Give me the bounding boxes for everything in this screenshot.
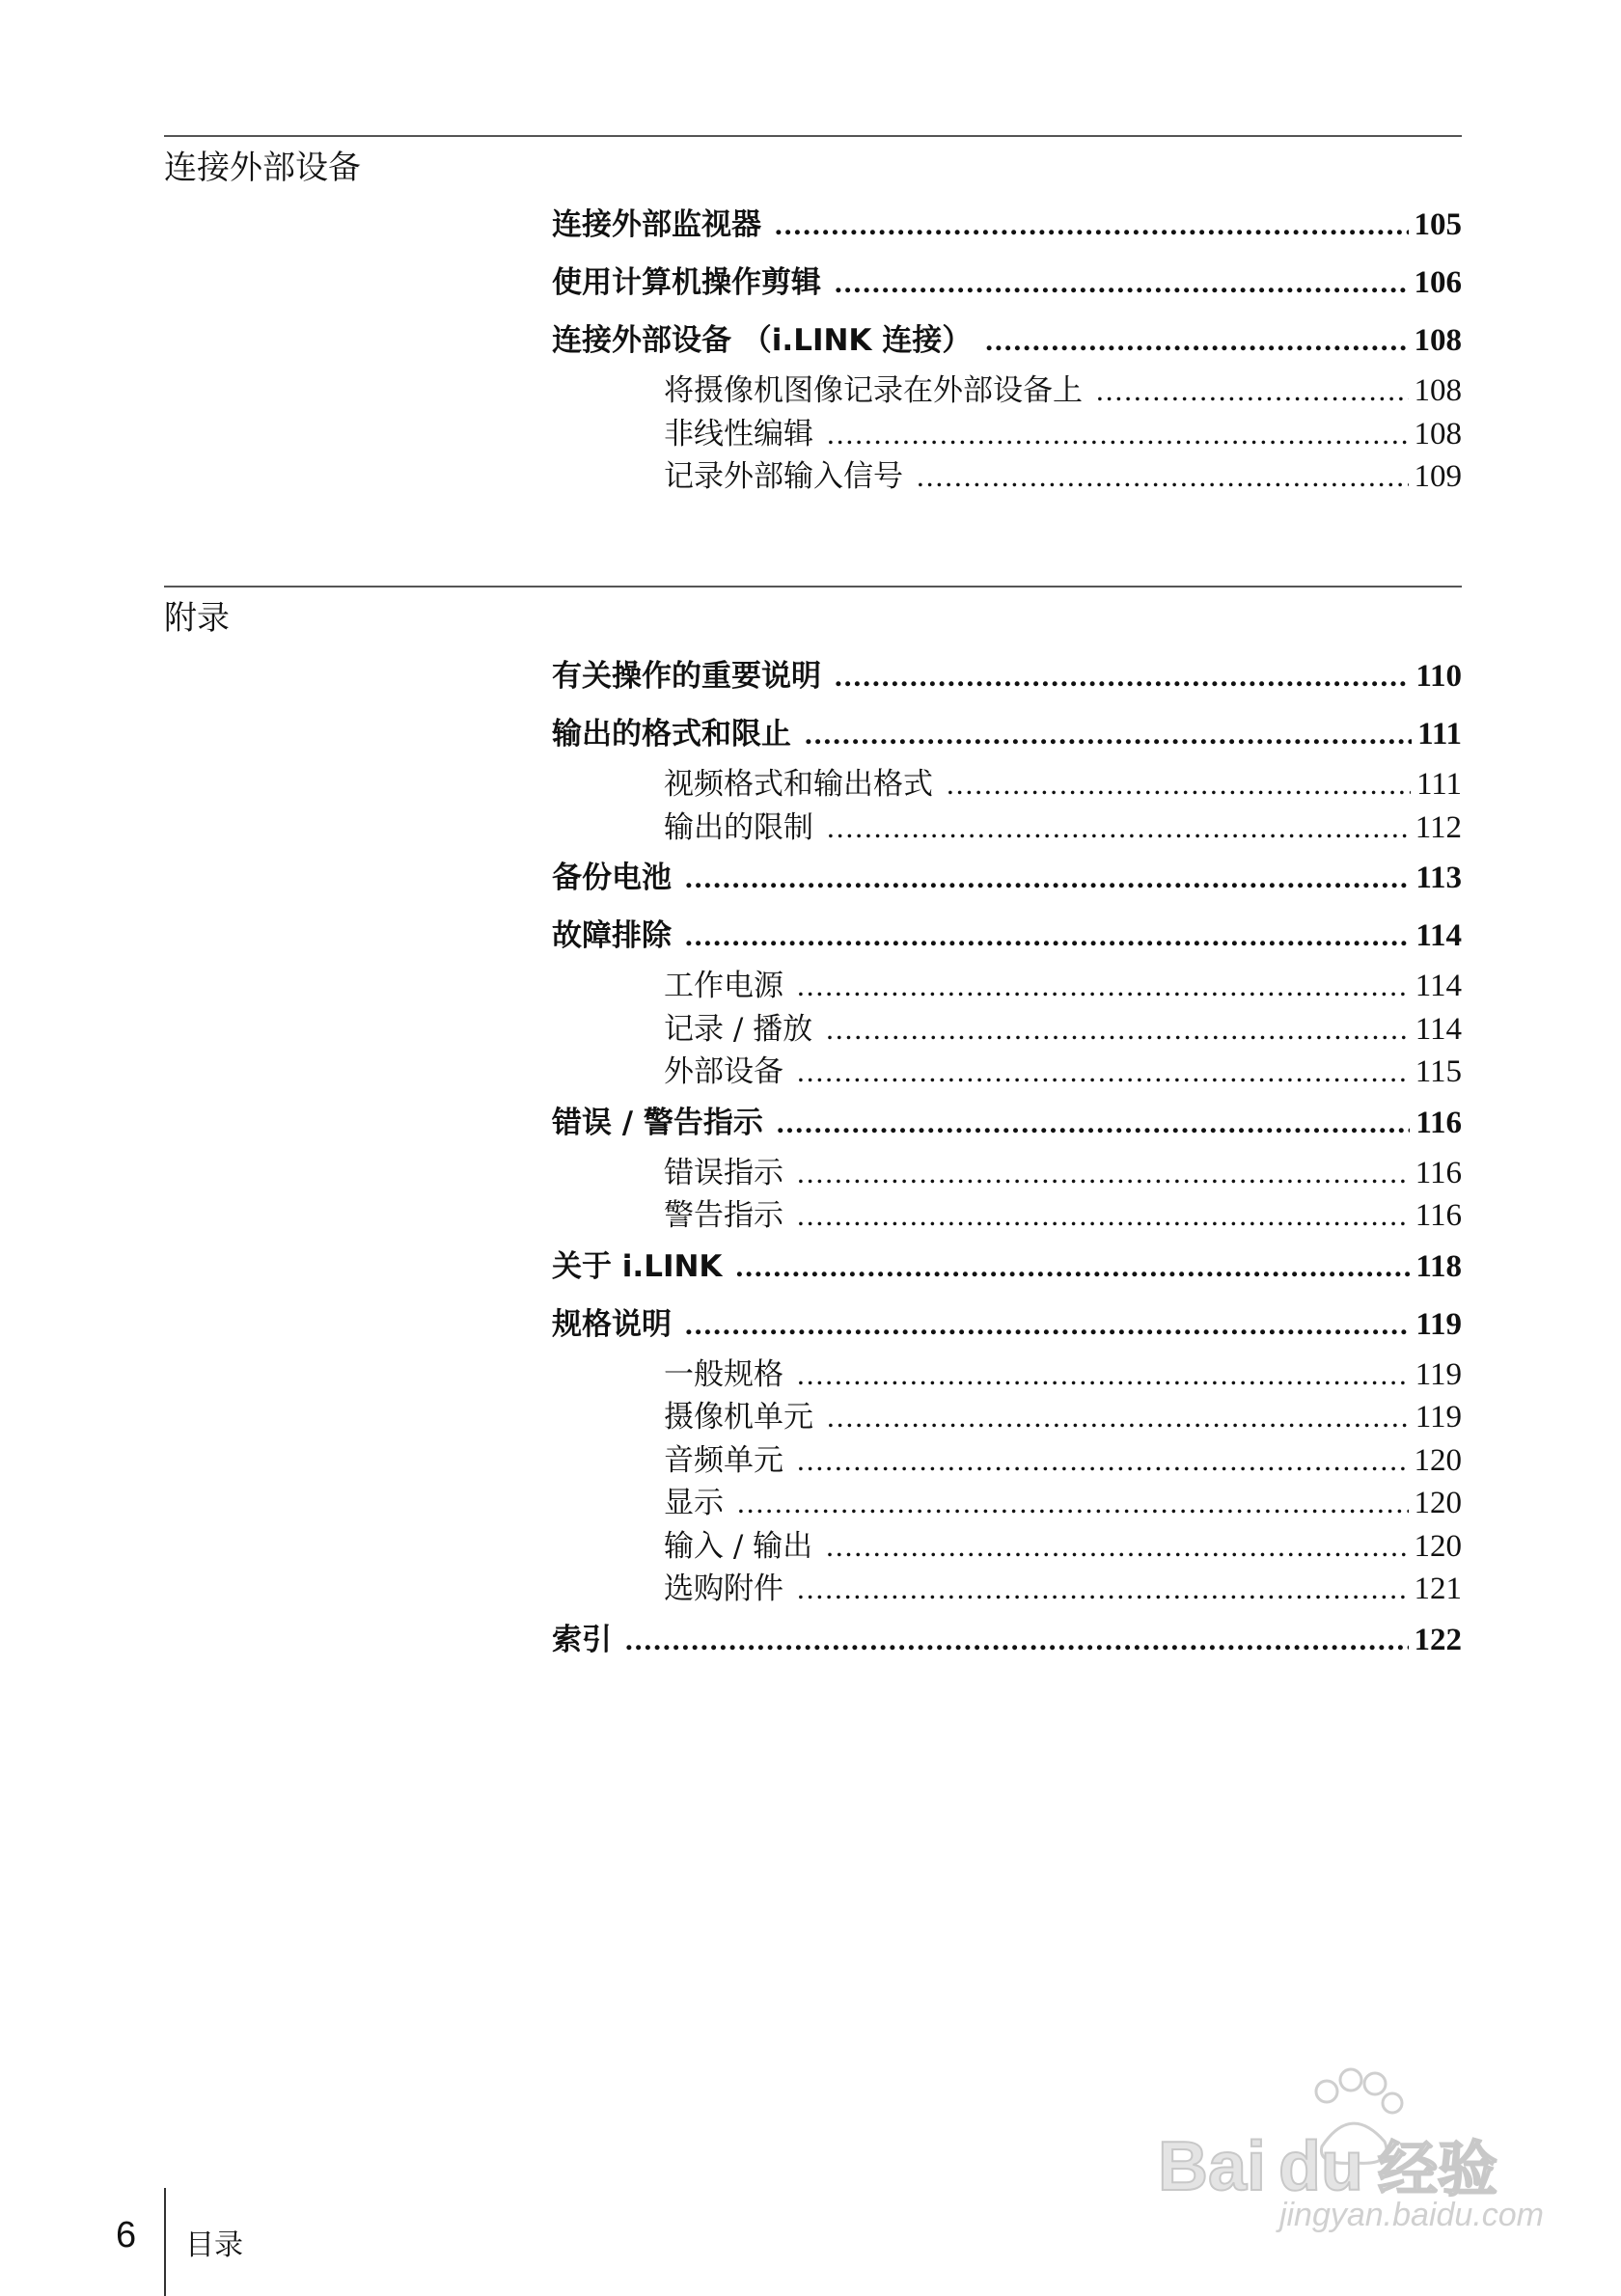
dot-leader <box>775 196 1409 254</box>
dot-leader <box>797 1439 1409 1483</box>
entry-title: 使用计算机操作剪辑 <box>552 265 821 300</box>
entry-title: 连接外部监视器 <box>552 207 761 242</box>
dot-leader <box>827 1396 1410 1439</box>
entry-page-number: 109 <box>1414 459 1462 494</box>
dot-leader <box>685 849 1410 907</box>
section-title: 连接外部设备 <box>164 149 361 187</box>
section-divider <box>164 135 1462 137</box>
entry-page-number: 110 <box>1415 659 1462 694</box>
toc-subentry[interactable] <box>552 1396 1462 1439</box>
entry-title: 错误 / 警告指示 <box>552 1105 763 1140</box>
dot-leader <box>805 705 1412 763</box>
entry-title: 记录 / 播放 <box>664 1011 813 1047</box>
toc-subentry[interactable] <box>552 763 1462 806</box>
section-divider <box>164 586 1462 588</box>
entry-page-number: 120 <box>1414 1528 1462 1564</box>
entry-title: 记录外部输入信号 <box>664 459 903 494</box>
toc-entries <box>552 196 1462 499</box>
toc-entry[interactable] <box>552 647 1462 705</box>
toc-entries <box>552 647 1462 1669</box>
toc-entry[interactable] <box>552 849 1462 907</box>
entry-page-number: 111 <box>1415 767 1462 802</box>
entry-title: 连接外部设备 （i.LINK 连接） <box>552 323 973 358</box>
toc-subentry[interactable] <box>552 1194 1462 1238</box>
entry-page-number: 108 <box>1414 373 1462 408</box>
entry-title: 一般规格 <box>664 1356 783 1392</box>
watermark-url: jingyan.baidu.com <box>1278 2197 1544 2233</box>
entry-title: 警告指示 <box>664 1198 783 1233</box>
dot-leader <box>835 254 1409 312</box>
dot-leader <box>735 1238 1410 1296</box>
dot-leader <box>797 1353 1410 1397</box>
toc-entry[interactable] <box>552 254 1462 312</box>
svg-text:Bai: Bai <box>1158 2128 1267 2205</box>
toc-entry[interactable] <box>552 907 1462 965</box>
entry-page-number: 108 <box>1414 323 1462 358</box>
entry-title: 规格说明 <box>552 1306 672 1342</box>
toc-subentry[interactable] <box>552 413 1462 456</box>
toc-section <box>164 135 1462 193</box>
svg-text:经验: 经验 <box>1378 2134 1498 2204</box>
entry-title: 视频格式和输出格式 <box>664 767 933 802</box>
entry-page-number: 118 <box>1415 1248 1462 1284</box>
entry-title: 选购附件 <box>664 1572 783 1606</box>
toc-subentry[interactable] <box>552 1353 1462 1397</box>
dot-leader <box>685 907 1410 965</box>
toc-subentry[interactable] <box>552 1525 1462 1569</box>
dot-leader <box>985 312 1408 369</box>
entry-title: 非线性编辑 <box>664 416 813 451</box>
entry-page-number: 114 <box>1415 969 1462 1003</box>
toc-entry[interactable] <box>552 1611 1462 1669</box>
dot-leader <box>625 1611 1409 1669</box>
dot-leader <box>1096 369 1409 413</box>
entry-title: 输出的限制 <box>664 809 813 845</box>
dot-leader <box>797 1194 1410 1238</box>
entry-page-number: 106 <box>1414 265 1462 300</box>
entry-page-number: 119 <box>1415 1400 1462 1435</box>
dot-leader <box>685 1296 1410 1353</box>
entry-title: 输出的格式和限止 <box>552 717 791 752</box>
footer-divider <box>164 2188 166 2296</box>
dot-leader <box>917 455 1409 499</box>
entry-page-number: 122 <box>1414 1622 1462 1657</box>
entry-page-number: 114 <box>1415 1011 1462 1047</box>
entry-title: 索引 <box>552 1622 612 1657</box>
entry-page-number: 112 <box>1415 809 1462 845</box>
toc-subentry[interactable] <box>552 1482 1462 1525</box>
entry-page-number: 105 <box>1414 207 1462 242</box>
entry-page-number: 116 <box>1415 1105 1462 1140</box>
page-number: 6 <box>116 2215 137 2255</box>
toc-entry[interactable] <box>552 1094 1462 1152</box>
dot-leader <box>947 763 1411 806</box>
toc-subentry[interactable] <box>552 1568 1462 1611</box>
entry-page-number: 116 <box>1415 1155 1462 1190</box>
entry-title: 有关操作的重要说明 <box>552 659 821 694</box>
entry-page-number: 120 <box>1414 1486 1462 1520</box>
entry-title: 输入 / 输出 <box>664 1528 813 1564</box>
toc-subentry[interactable] <box>552 1008 1462 1052</box>
entry-title: 故障排除 <box>552 918 672 953</box>
entry-page-number: 119 <box>1415 1356 1462 1392</box>
dot-leader <box>835 647 1410 705</box>
dot-leader <box>826 1008 1410 1052</box>
entry-title: 工作电源 <box>664 969 783 1003</box>
dot-leader <box>737 1482 1409 1525</box>
dot-leader <box>827 413 1409 456</box>
entry-page-number: 119 <box>1415 1306 1462 1342</box>
toc-entry[interactable] <box>552 1296 1462 1353</box>
dot-leader <box>797 1152 1410 1195</box>
entry-title: 摄像机单元 <box>664 1400 813 1435</box>
section-title: 附录 <box>164 599 230 638</box>
toc-subentry[interactable] <box>552 1152 1462 1195</box>
entry-title: 将摄像机图像记录在外部设备上 <box>664 373 1083 408</box>
entry-title: 关于 i.LINK <box>552 1248 723 1284</box>
dot-leader <box>827 806 1410 850</box>
toc-subentry[interactable] <box>552 369 1462 413</box>
entry-page-number: 121 <box>1414 1572 1462 1606</box>
dot-leader <box>826 1525 1408 1569</box>
toc-subentry[interactable] <box>552 1051 1462 1094</box>
entry-title: 错误指示 <box>664 1155 783 1190</box>
svg-text:du: du <box>1278 2128 1363 2205</box>
toc-entry[interactable] <box>552 1238 1462 1296</box>
entry-title: 显示 <box>664 1486 724 1520</box>
toc-entry[interactable] <box>552 196 1462 254</box>
entry-page-number: 116 <box>1415 1198 1462 1233</box>
toc-entry[interactable] <box>552 312 1462 369</box>
toc-subentry[interactable] <box>552 806 1462 850</box>
entry-page-number: 114 <box>1415 918 1462 953</box>
dot-leader <box>797 1051 1410 1094</box>
toc-section <box>164 586 1462 643</box>
entry-page-number: 115 <box>1415 1054 1462 1089</box>
entry-title: 音频单元 <box>664 1442 783 1478</box>
entry-title: 外部设备 <box>664 1054 783 1089</box>
entry-title: 备份电池 <box>552 861 672 895</box>
entry-page-number: 120 <box>1414 1442 1462 1478</box>
dot-leader <box>777 1094 1410 1152</box>
toc-entry[interactable] <box>552 705 1462 763</box>
entry-page-number: 113 <box>1415 861 1462 895</box>
dot-leader <box>797 965 1410 1008</box>
toc-subentry[interactable] <box>552 455 1462 499</box>
entry-page-number: 108 <box>1414 416 1462 451</box>
entry-page-number: 111 <box>1417 717 1462 752</box>
dot-leader <box>797 1568 1409 1611</box>
footer-label: 目录 <box>185 2228 243 2262</box>
toc-subentry[interactable] <box>552 965 1462 1008</box>
toc-subentry[interactable] <box>552 1439 1462 1483</box>
